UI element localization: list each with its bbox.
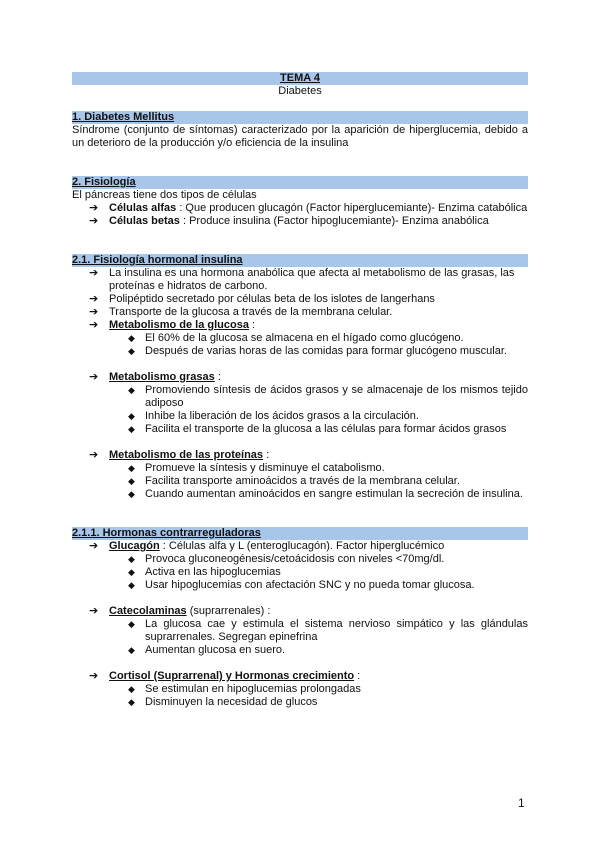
list-item: ➔ Células betas : Produce insulina (Factor hipoglucemiante)- Enzima anabólica: [89, 215, 489, 227]
cell-types-list: [72, 202, 528, 228]
list-item: ◆ Facilita el transporte de la glucosa a las células para formar ácidos grasos: [128, 423, 507, 435]
diamond-bullet-icon: ◆: [128, 619, 135, 629]
arrow-icon: ➔: [89, 371, 99, 383]
page-number: 1: [518, 796, 525, 810]
diamond-bullet-icon: ◆: [128, 567, 135, 577]
diamond-bullet-icon: ◆: [128, 424, 135, 434]
definition-paragraph: Síndrome (conjunto de síntomas) caracterizado por la aparición de hiperglucemia, debido a un deterioro de la producción y/o eficiencia de la insulina: [72, 124, 528, 149]
section-heading-hormonas-contrarreguladoras: 2.1.1. Hormonas contrarreguladoras: [72, 527, 528, 540]
diamond-bullet-icon: ◆: [128, 476, 135, 486]
proteinas-list: [72, 449, 528, 501]
diamond-bullet-icon: ◆: [128, 385, 135, 395]
list-item: ◆ Se estimulan en hipoglucemias prolongadas: [128, 683, 361, 695]
list-item: ➔ Células alfas : Que producen glucagón (Factor hiperglucemiante)- Enzima catabólica: [89, 202, 528, 214]
list-item-metabolismo-proteinas: ➔ Metabolismo de las proteínas :: [89, 449, 270, 461]
list-item: ◆ Promueve la síntesis y disminuye el catabolismo.: [128, 462, 385, 474]
insulina-list: [72, 267, 528, 358]
fisiologia-intro: El páncreas tiene dos tipos de células: [72, 189, 257, 201]
list-item: ◆ Inhibe la liberación de los ácidos grasos a la circulación.: [128, 410, 419, 422]
catecolaminas-list: [72, 605, 528, 657]
diamond-bullet-icon: ◆: [128, 463, 135, 473]
list-item: ◆ Disminuyen la necesidad de glucos: [128, 696, 318, 708]
arrow-icon: ➔: [89, 215, 99, 227]
list-item-metabolismo-grasas: ➔ Metabolismo grasas :: [89, 371, 221, 383]
list-item: ◆ Facilita transporte aminoácidos a través de la membrana celular.: [128, 475, 460, 487]
list-item: ◆ Provoca gluconeogénesis/cetoácidosis con niveles <70mg/dl.: [128, 553, 445, 565]
list-item: ◆ Aumentan glucosa en suero.: [128, 644, 286, 656]
list-item-catecolaminas: ➔ Catecolaminas (suprarrenales) :: [89, 605, 271, 617]
arrow-icon: ➔: [89, 670, 99, 682]
list-item: ◆ El 60% de la glucosa se almacena en el hígado como glucógeno.: [128, 332, 464, 344]
list-item: ➔ La insulina es una hormona anabólica que afecta al metabolismo de las grasas, las proteínas e hidratos de carbono.: [89, 267, 515, 292]
arrow-icon: ➔: [89, 449, 99, 461]
section-heading-fisiologia: 2. Fisiología: [72, 176, 528, 189]
diamond-bullet-icon: ◆: [128, 580, 135, 590]
diamond-bullet-icon: ◆: [128, 697, 135, 707]
list-item: ◆ Usar hipoglucemias con afectación SNC y no pueda tomar glucosa.: [128, 579, 475, 591]
list-item-metabolismo-glucosa: ➔ Metabolismo de la glucosa :: [89, 319, 256, 331]
tema-subtitle: Diabetes: [278, 85, 322, 97]
list-item: ◆ La glucosa cae y estimula el sistema nervioso simpático y las glándulas suprarrenales. Segregan epinefrina: [128, 618, 528, 643]
section-heading-fisiologia-hormonal: 2.1. Fisiología hormonal insulina: [72, 254, 528, 267]
arrow-icon: ➔: [89, 202, 99, 214]
list-item-cortisol: ➔ Cortisol (Suprarrenal) y Hormonas crecimiento :: [89, 670, 361, 682]
grasas-list: [72, 371, 528, 436]
arrow-icon: ➔: [89, 293, 99, 305]
arrow-icon: ➔: [89, 540, 99, 552]
page-content: [72, 72, 528, 709]
list-item: ➔ Transporte de la glucosa a través de la membrana celular.: [89, 306, 393, 318]
diamond-bullet-icon: ◆: [128, 489, 135, 499]
diamond-bullet-icon: ◆: [128, 684, 135, 694]
list-item-glucagon: ➔ Glucagón : Células alfa y L (enteroglucagón). Factor hiperglucémico: [89, 540, 445, 552]
list-item: ◆ Después de varias horas de las comidas para formar glucógeno muscular.: [128, 345, 507, 357]
diamond-bullet-icon: ◆: [128, 554, 135, 564]
diamond-bullet-icon: ◆: [128, 411, 135, 421]
section-heading-diabetes-mellitus: 1. Diabetes Mellitus: [72, 111, 528, 124]
list-item: ◆ Promoviendo síntesis de ácidos grasos y se almacenaje de los mismos tejido adiposo: [128, 384, 528, 409]
arrow-icon: ➔: [89, 319, 99, 331]
arrow-icon: ➔: [89, 605, 99, 617]
list-item: ➔ Polipéptido secretado por células beta de los islotes de langerhans: [89, 293, 435, 305]
list-item: ◆ Activa en las hipoglucemias: [128, 566, 281, 578]
arrow-icon: ➔: [89, 267, 99, 279]
tema-title-bar: [72, 72, 528, 85]
tema-title: TEMA 4: [280, 72, 320, 84]
cortisol-list: [72, 670, 528, 709]
list-item: ◆ Cuando aumentan aminoácidos en sangre estimulan la secreción de insulina.: [128, 488, 523, 500]
arrow-icon: ➔: [89, 306, 99, 318]
diamond-bullet-icon: ◆: [128, 333, 135, 343]
diamond-bullet-icon: ◆: [128, 645, 135, 655]
glucagon-list: [72, 540, 528, 592]
diamond-bullet-icon: ◆: [128, 346, 135, 356]
